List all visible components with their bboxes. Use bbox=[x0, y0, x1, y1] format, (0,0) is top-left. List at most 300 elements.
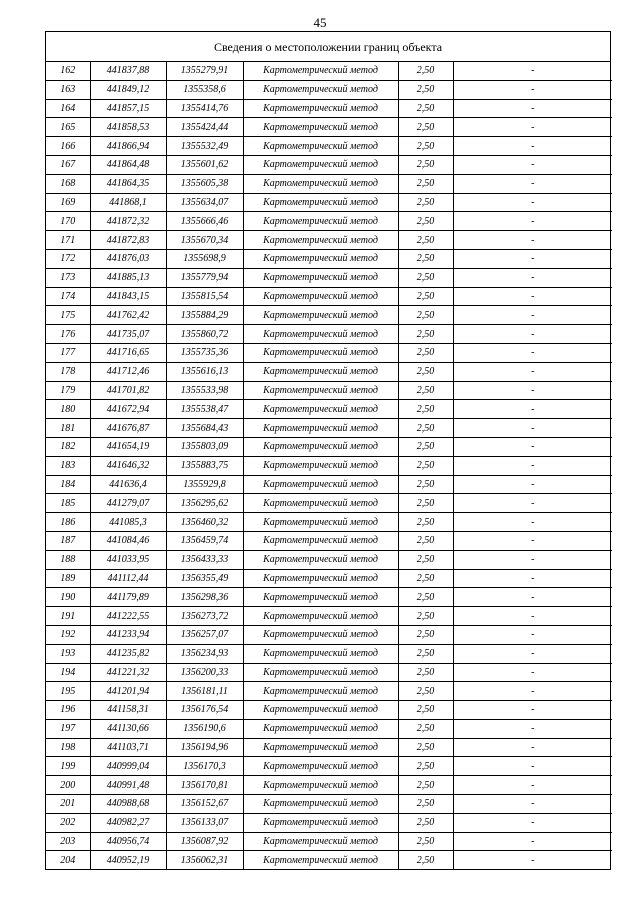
accuracy-cell: 2,50 bbox=[398, 607, 453, 626]
method-cell: Картометрический метод bbox=[243, 682, 398, 701]
accuracy-cell: 2,50 bbox=[398, 212, 453, 231]
point-number-cell: 194 bbox=[46, 663, 90, 682]
accuracy-cell: 2,50 bbox=[398, 193, 453, 212]
description-cell: - bbox=[453, 513, 612, 532]
x-coordinate-cell: 441179,89 bbox=[90, 588, 166, 607]
point-number-cell: 173 bbox=[46, 268, 90, 287]
x-coordinate-cell: 441735,07 bbox=[90, 325, 166, 344]
accuracy-cell: 2,50 bbox=[398, 343, 453, 362]
method-cell: Картометрический метод bbox=[243, 249, 398, 268]
x-coordinate-cell: 440956,74 bbox=[90, 832, 166, 851]
point-number-cell: 182 bbox=[46, 437, 90, 456]
point-number-cell: 178 bbox=[46, 362, 90, 381]
method-cell: Картометрический метод bbox=[243, 851, 398, 869]
point-number-cell: 164 bbox=[46, 99, 90, 118]
method-cell: Картометрический метод bbox=[243, 832, 398, 851]
y-coordinate-cell: 1355279,91 bbox=[166, 62, 243, 80]
y-coordinate-cell: 1355815,54 bbox=[166, 287, 243, 306]
table-row bbox=[46, 607, 612, 626]
description-cell: - bbox=[453, 381, 612, 400]
x-coordinate-cell: 441716,65 bbox=[90, 343, 166, 362]
accuracy-cell: 2,50 bbox=[398, 719, 453, 738]
y-coordinate-cell: 1356433,33 bbox=[166, 550, 243, 569]
accuracy-cell: 2,50 bbox=[398, 701, 453, 720]
point-number-cell: 192 bbox=[46, 625, 90, 644]
table-row bbox=[46, 231, 612, 250]
x-coordinate-cell: 441866,94 bbox=[90, 137, 166, 156]
table-row bbox=[46, 268, 612, 287]
x-coordinate-cell: 441701,82 bbox=[90, 381, 166, 400]
y-coordinate-cell: 1355684,43 bbox=[166, 419, 243, 438]
method-cell: Картометрический метод bbox=[243, 719, 398, 738]
description-cell: - bbox=[453, 400, 612, 419]
point-number-cell: 167 bbox=[46, 155, 90, 174]
table-row bbox=[46, 437, 612, 456]
method-cell: Картометрический метод bbox=[243, 137, 398, 156]
method-cell: Картометрический метод bbox=[243, 738, 398, 757]
x-coordinate-cell: 441654,19 bbox=[90, 437, 166, 456]
method-cell: Картометрический метод bbox=[243, 155, 398, 174]
description-cell: - bbox=[453, 550, 612, 569]
description-cell: - bbox=[453, 287, 612, 306]
y-coordinate-cell: 1355532,49 bbox=[166, 137, 243, 156]
description-cell: - bbox=[453, 475, 612, 494]
y-coordinate-cell: 1355860,72 bbox=[166, 325, 243, 344]
table-row bbox=[46, 419, 612, 438]
point-number-cell: 189 bbox=[46, 569, 90, 588]
x-coordinate-cell: 441885,13 bbox=[90, 268, 166, 287]
x-coordinate-cell: 441872,83 bbox=[90, 231, 166, 250]
page-number: 45 bbox=[313, 15, 327, 30]
accuracy-cell: 2,50 bbox=[398, 663, 453, 682]
description-cell: - bbox=[453, 137, 612, 156]
accuracy-cell: 2,50 bbox=[398, 155, 453, 174]
accuracy-cell: 2,50 bbox=[398, 625, 453, 644]
accuracy-cell: 2,50 bbox=[398, 832, 453, 851]
y-coordinate-cell: 1355605,38 bbox=[166, 174, 243, 193]
method-cell: Картометрический метод bbox=[243, 456, 398, 475]
x-coordinate-cell: 441868,1 bbox=[90, 193, 166, 212]
y-coordinate-cell: 1355533,98 bbox=[166, 381, 243, 400]
table-row bbox=[46, 719, 612, 738]
accuracy-cell: 2,50 bbox=[398, 569, 453, 588]
point-number-cell: 191 bbox=[46, 607, 90, 626]
description-cell: - bbox=[453, 757, 612, 776]
accuracy-cell: 2,50 bbox=[398, 325, 453, 344]
point-number-cell: 181 bbox=[46, 419, 90, 438]
table-row bbox=[46, 80, 612, 99]
table-row bbox=[46, 588, 612, 607]
method-cell: Картометрический метод bbox=[243, 118, 398, 137]
table-row bbox=[46, 118, 612, 137]
description-cell: - bbox=[453, 607, 612, 626]
section-title: Сведения о местоположении границ объекта bbox=[46, 32, 610, 62]
point-number-cell: 176 bbox=[46, 325, 90, 344]
table-row bbox=[46, 174, 612, 193]
y-coordinate-cell: 1356234,93 bbox=[166, 644, 243, 663]
accuracy-cell: 2,50 bbox=[398, 80, 453, 99]
point-number-cell: 187 bbox=[46, 531, 90, 550]
y-coordinate-cell: 1356176,54 bbox=[166, 701, 243, 720]
accuracy-cell: 2,50 bbox=[398, 381, 453, 400]
x-coordinate-cell: 441084,46 bbox=[90, 531, 166, 550]
method-cell: Картометрический метод bbox=[243, 475, 398, 494]
point-number-cell: 203 bbox=[46, 832, 90, 851]
method-cell: Картометрический метод bbox=[243, 588, 398, 607]
accuracy-cell: 2,50 bbox=[398, 99, 453, 118]
description-cell: - bbox=[453, 174, 612, 193]
point-number-cell: 186 bbox=[46, 513, 90, 532]
point-number-cell: 199 bbox=[46, 757, 90, 776]
table-row bbox=[46, 851, 612, 869]
accuracy-cell: 2,50 bbox=[398, 62, 453, 80]
method-cell: Картометрический метод bbox=[243, 437, 398, 456]
method-cell: Картометрический метод bbox=[243, 776, 398, 795]
point-number-cell: 175 bbox=[46, 306, 90, 325]
x-coordinate-cell: 441221,32 bbox=[90, 663, 166, 682]
description-cell: - bbox=[453, 625, 612, 644]
description-cell: - bbox=[453, 437, 612, 456]
point-number-cell: 184 bbox=[46, 475, 90, 494]
y-coordinate-cell: 1355779,94 bbox=[166, 268, 243, 287]
y-coordinate-cell: 1356298,36 bbox=[166, 588, 243, 607]
method-cell: Картометрический метод bbox=[243, 362, 398, 381]
point-number-cell: 179 bbox=[46, 381, 90, 400]
accuracy-cell: 2,50 bbox=[398, 231, 453, 250]
x-coordinate-cell: 441672,94 bbox=[90, 400, 166, 419]
description-cell: - bbox=[453, 99, 612, 118]
accuracy-cell: 2,50 bbox=[398, 306, 453, 325]
accuracy-cell: 2,50 bbox=[398, 757, 453, 776]
table-row bbox=[46, 325, 612, 344]
description-cell: - bbox=[453, 231, 612, 250]
accuracy-cell: 2,50 bbox=[398, 644, 453, 663]
description-cell: - bbox=[453, 832, 612, 851]
table-row bbox=[46, 62, 612, 80]
method-cell: Картометрический метод bbox=[243, 813, 398, 832]
y-coordinate-cell: 1356459,74 bbox=[166, 531, 243, 550]
point-number-cell: 180 bbox=[46, 400, 90, 419]
boundary-points-table bbox=[46, 62, 612, 869]
description-cell: - bbox=[453, 456, 612, 475]
x-coordinate-cell: 441876,03 bbox=[90, 249, 166, 268]
description-cell: - bbox=[453, 268, 612, 287]
table-row bbox=[46, 813, 612, 832]
y-coordinate-cell: 1356170,3 bbox=[166, 757, 243, 776]
method-cell: Картометрический метод bbox=[243, 795, 398, 814]
accuracy-cell: 2,50 bbox=[398, 494, 453, 513]
table-row bbox=[46, 682, 612, 701]
method-cell: Картометрический метод bbox=[243, 625, 398, 644]
point-number-cell: 162 bbox=[46, 62, 90, 80]
y-coordinate-cell: 1356133,07 bbox=[166, 813, 243, 832]
table-row bbox=[46, 757, 612, 776]
method-cell: Картометрический метод bbox=[243, 419, 398, 438]
y-coordinate-cell: 1355601,62 bbox=[166, 155, 243, 174]
point-number-cell: 165 bbox=[46, 118, 90, 137]
accuracy-cell: 2,50 bbox=[398, 249, 453, 268]
description-cell: - bbox=[453, 569, 612, 588]
table-body bbox=[46, 62, 612, 869]
table-row bbox=[46, 475, 612, 494]
point-number-cell: 196 bbox=[46, 701, 90, 720]
x-coordinate-cell: 441837,88 bbox=[90, 62, 166, 80]
method-cell: Картометрический метод bbox=[243, 343, 398, 362]
point-number-cell: 166 bbox=[46, 137, 90, 156]
accuracy-cell: 2,50 bbox=[398, 174, 453, 193]
method-cell: Картометрический метод bbox=[243, 325, 398, 344]
table-row bbox=[46, 738, 612, 757]
point-number-cell: 172 bbox=[46, 249, 90, 268]
accuracy-cell: 2,50 bbox=[398, 268, 453, 287]
table-row bbox=[46, 99, 612, 118]
table-row bbox=[46, 550, 612, 569]
x-coordinate-cell: 440952,19 bbox=[90, 851, 166, 869]
y-coordinate-cell: 1356170,81 bbox=[166, 776, 243, 795]
method-cell: Картометрический метод bbox=[243, 212, 398, 231]
x-coordinate-cell: 441636,4 bbox=[90, 475, 166, 494]
method-cell: Картометрический метод bbox=[243, 550, 398, 569]
y-coordinate-cell: 1355884,29 bbox=[166, 306, 243, 325]
y-coordinate-cell: 1356087,92 bbox=[166, 832, 243, 851]
accuracy-cell: 2,50 bbox=[398, 550, 453, 569]
table-row bbox=[46, 193, 612, 212]
y-coordinate-cell: 1355358,6 bbox=[166, 80, 243, 99]
method-cell: Картометрический метод bbox=[243, 663, 398, 682]
y-coordinate-cell: 1356181,11 bbox=[166, 682, 243, 701]
accuracy-cell: 2,50 bbox=[398, 531, 453, 550]
x-coordinate-cell: 441233,94 bbox=[90, 625, 166, 644]
accuracy-cell: 2,50 bbox=[398, 456, 453, 475]
method-cell: Картометрический метод bbox=[243, 193, 398, 212]
accuracy-cell: 2,50 bbox=[398, 588, 453, 607]
description-cell: - bbox=[453, 193, 612, 212]
x-coordinate-cell: 441849,12 bbox=[90, 80, 166, 99]
accuracy-cell: 2,50 bbox=[398, 682, 453, 701]
method-cell: Картометрический метод bbox=[243, 757, 398, 776]
y-coordinate-cell: 1356152,67 bbox=[166, 795, 243, 814]
description-cell: - bbox=[453, 682, 612, 701]
x-coordinate-cell: 441864,48 bbox=[90, 155, 166, 174]
y-coordinate-cell: 1355616,13 bbox=[166, 362, 243, 381]
method-cell: Картометрический метод bbox=[243, 268, 398, 287]
point-number-cell: 185 bbox=[46, 494, 90, 513]
point-number-cell: 193 bbox=[46, 644, 90, 663]
method-cell: Картометрический метод bbox=[243, 513, 398, 532]
accuracy-cell: 2,50 bbox=[398, 776, 453, 795]
point-number-cell: 195 bbox=[46, 682, 90, 701]
y-coordinate-cell: 1356273,72 bbox=[166, 607, 243, 626]
x-coordinate-cell: 441843,15 bbox=[90, 287, 166, 306]
description-cell: - bbox=[453, 80, 612, 99]
x-coordinate-cell: 441085,3 bbox=[90, 513, 166, 532]
table-row bbox=[46, 212, 612, 231]
point-number-cell: 177 bbox=[46, 343, 90, 362]
table-row bbox=[46, 400, 612, 419]
accuracy-cell: 2,50 bbox=[398, 419, 453, 438]
method-cell: Картометрический метод bbox=[243, 381, 398, 400]
description-cell: - bbox=[453, 776, 612, 795]
table-row bbox=[46, 249, 612, 268]
y-coordinate-cell: 1355666,46 bbox=[166, 212, 243, 231]
y-coordinate-cell: 1355634,07 bbox=[166, 193, 243, 212]
point-number-cell: 183 bbox=[46, 456, 90, 475]
accuracy-cell: 2,50 bbox=[398, 738, 453, 757]
accuracy-cell: 2,50 bbox=[398, 287, 453, 306]
y-coordinate-cell: 1355883,75 bbox=[166, 456, 243, 475]
x-coordinate-cell: 441279,07 bbox=[90, 494, 166, 513]
table-row bbox=[46, 155, 612, 174]
table-row bbox=[46, 494, 612, 513]
accuracy-cell: 2,50 bbox=[398, 513, 453, 532]
method-cell: Картометрический метод bbox=[243, 99, 398, 118]
x-coordinate-cell: 441235,82 bbox=[90, 644, 166, 663]
table-row bbox=[46, 625, 612, 644]
method-cell: Картометрический метод bbox=[243, 607, 398, 626]
y-coordinate-cell: 1356355,49 bbox=[166, 569, 243, 588]
method-cell: Картометрический метод bbox=[243, 400, 398, 419]
description-cell: - bbox=[453, 155, 612, 174]
point-number-cell: 198 bbox=[46, 738, 90, 757]
description-cell: - bbox=[453, 494, 612, 513]
method-cell: Картометрический метод bbox=[243, 494, 398, 513]
x-coordinate-cell: 441864,35 bbox=[90, 174, 166, 193]
table-row bbox=[46, 287, 612, 306]
description-cell: - bbox=[453, 701, 612, 720]
y-coordinate-cell: 1356194,96 bbox=[166, 738, 243, 757]
x-coordinate-cell: 441158,31 bbox=[90, 701, 166, 720]
x-coordinate-cell: 440982,27 bbox=[90, 813, 166, 832]
accuracy-cell: 2,50 bbox=[398, 400, 453, 419]
accuracy-cell: 2,50 bbox=[398, 475, 453, 494]
x-coordinate-cell: 441222,55 bbox=[90, 607, 166, 626]
y-coordinate-cell: 1355698,9 bbox=[166, 249, 243, 268]
description-cell: - bbox=[531, 854, 535, 866]
table-row bbox=[46, 306, 612, 325]
accuracy-cell: 2,50 bbox=[398, 851, 453, 869]
y-coordinate-cell: 1356200,33 bbox=[166, 663, 243, 682]
x-coordinate-cell: 440988,68 bbox=[90, 795, 166, 814]
y-coordinate-cell: 1356257,07 bbox=[166, 625, 243, 644]
y-coordinate-cell: 1356190,6 bbox=[166, 719, 243, 738]
y-coordinate-cell: 1355803,09 bbox=[166, 437, 243, 456]
description-cell: - bbox=[453, 212, 612, 231]
accuracy-cell: 2,50 bbox=[398, 813, 453, 832]
method-cell: Картометрический метод bbox=[243, 306, 398, 325]
table-row bbox=[46, 569, 612, 588]
description-cell: - bbox=[453, 249, 612, 268]
x-coordinate-cell: 441857,15 bbox=[90, 99, 166, 118]
method-cell: Картометрический метод bbox=[243, 287, 398, 306]
method-cell: Картометрический метод bbox=[243, 569, 398, 588]
x-coordinate-cell: 441762,42 bbox=[90, 306, 166, 325]
x-coordinate-cell: 441103,71 bbox=[90, 738, 166, 757]
accuracy-cell: 2,50 bbox=[398, 362, 453, 381]
x-coordinate-cell: 441112,44 bbox=[90, 569, 166, 588]
point-number-cell: 190 bbox=[46, 588, 90, 607]
table-row bbox=[46, 456, 612, 475]
point-number-cell: 202 bbox=[46, 813, 90, 832]
description-cell: - bbox=[453, 663, 612, 682]
point-number-cell: 174 bbox=[46, 287, 90, 306]
table-row bbox=[46, 644, 612, 663]
method-cell: Картометрический метод bbox=[243, 644, 398, 663]
x-coordinate-cell: 441033,95 bbox=[90, 550, 166, 569]
point-number-cell: 204 bbox=[46, 851, 90, 869]
accuracy-cell: 2,50 bbox=[398, 137, 453, 156]
point-number-cell: 163 bbox=[46, 80, 90, 99]
point-number-cell: 188 bbox=[46, 550, 90, 569]
accuracy-cell: 2,50 bbox=[398, 437, 453, 456]
table-row bbox=[46, 343, 612, 362]
description-cell: - bbox=[453, 419, 612, 438]
y-coordinate-cell: 1355670,34 bbox=[166, 231, 243, 250]
table-row bbox=[46, 663, 612, 682]
y-coordinate-cell: 1355538,47 bbox=[166, 400, 243, 419]
x-coordinate-cell: 441858,53 bbox=[90, 118, 166, 137]
x-coordinate-cell: 441201,94 bbox=[90, 682, 166, 701]
y-coordinate-cell: 1355735,36 bbox=[166, 343, 243, 362]
x-coordinate-cell: 441712,46 bbox=[90, 362, 166, 381]
point-number-cell: 200 bbox=[46, 776, 90, 795]
point-number-cell: 201 bbox=[46, 795, 90, 814]
point-number-cell: 168 bbox=[46, 174, 90, 193]
description-cell: - bbox=[453, 588, 612, 607]
table-row bbox=[46, 137, 612, 156]
y-coordinate-cell: 1355414,76 bbox=[166, 99, 243, 118]
table-row bbox=[46, 832, 612, 851]
description-cell: - bbox=[453, 62, 612, 80]
boundary-table-sheet bbox=[45, 31, 611, 870]
x-coordinate-cell: 440991,48 bbox=[90, 776, 166, 795]
method-cell: Картометрический метод bbox=[243, 174, 398, 193]
method-cell: Картометрический метод bbox=[243, 62, 398, 80]
table-row bbox=[46, 381, 612, 400]
x-coordinate-cell: 440999,04 bbox=[90, 757, 166, 776]
description-cell: - bbox=[453, 343, 612, 362]
method-cell: Картометрический метод bbox=[243, 80, 398, 99]
description-cell: - bbox=[453, 738, 612, 757]
description-cell: - bbox=[453, 325, 612, 344]
point-number-cell: 171 bbox=[46, 231, 90, 250]
description-cell: - bbox=[453, 644, 612, 663]
table-row bbox=[46, 795, 612, 814]
table-row bbox=[46, 531, 612, 550]
point-number-cell: 170 bbox=[46, 212, 90, 231]
y-coordinate-cell: 1356295,62 bbox=[166, 494, 243, 513]
point-number-cell: 169 bbox=[46, 193, 90, 212]
description-cell: - bbox=[453, 531, 612, 550]
point-number-cell: 197 bbox=[46, 719, 90, 738]
x-coordinate-cell: 441676,87 bbox=[90, 419, 166, 438]
method-cell: Картометрический метод bbox=[243, 701, 398, 720]
table-row bbox=[46, 362, 612, 381]
x-coordinate-cell: 441646,32 bbox=[90, 456, 166, 475]
accuracy-cell: 2,50 bbox=[398, 118, 453, 137]
y-coordinate-cell: 1355424,44 bbox=[166, 118, 243, 137]
method-cell: Картометрический метод bbox=[243, 231, 398, 250]
table-row bbox=[46, 701, 612, 720]
table-row bbox=[46, 776, 612, 795]
description-cell: - bbox=[453, 719, 612, 738]
x-coordinate-cell: 441872,32 bbox=[90, 212, 166, 231]
y-coordinate-cell: 1355929,8 bbox=[166, 475, 243, 494]
y-coordinate-cell: 1356460,32 bbox=[166, 513, 243, 532]
description-cell: - bbox=[453, 118, 612, 137]
table-row bbox=[46, 513, 612, 532]
y-coordinate-cell: 1356062,31 bbox=[166, 851, 243, 869]
accuracy-cell: 2,50 bbox=[398, 795, 453, 814]
